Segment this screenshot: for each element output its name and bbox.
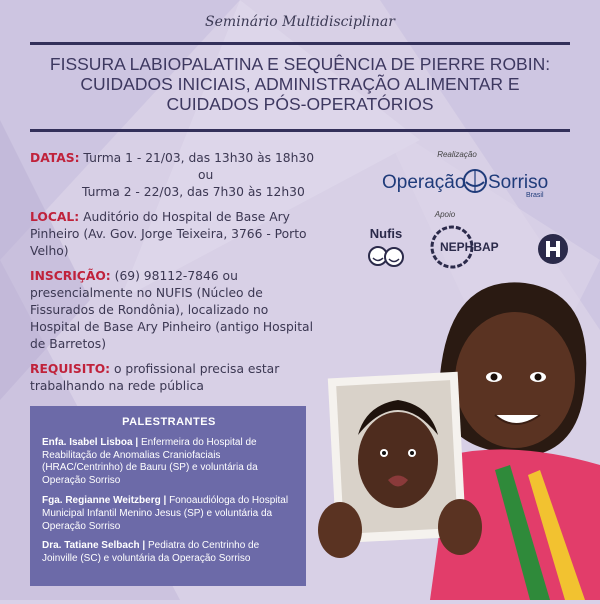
registration-label: INSCRIÇÃO: bbox=[30, 269, 111, 283]
realizacao-label: Realização bbox=[437, 150, 477, 159]
dates-turma1: Turma 1 - 21/03, das 13h30 às 18h30 bbox=[83, 151, 315, 165]
speakers-panel bbox=[30, 406, 306, 586]
speaker-name: Enfa. Isabel Lisboa | bbox=[42, 436, 139, 448]
location-block bbox=[30, 209, 320, 260]
hospital-logo-icon bbox=[537, 233, 569, 265]
seminar-subtitle: Seminário Multidisciplinar bbox=[205, 14, 395, 30]
title-line-2: CUIDADOS INICIAIS, ADMINISTRAÇÃO ALIMENTAR E bbox=[80, 74, 520, 94]
dates-or: ou bbox=[198, 168, 214, 182]
registration-block bbox=[30, 268, 320, 353]
speakers-heading: PALESTRANTES bbox=[122, 416, 216, 428]
operacao-logo-right-text: Sorriso bbox=[488, 172, 549, 193]
child-with-photo-image bbox=[300, 265, 600, 600]
dates-label: DATAS: bbox=[30, 151, 80, 165]
speaker-item bbox=[42, 540, 296, 566]
nufis-text: Nufis bbox=[369, 226, 403, 241]
speaker-item bbox=[42, 495, 296, 533]
registration-text: (69) 98112-7846 ou presencialmente no NUFIS (Núcleo de Fissurados de Rondônia), localizado no Hospital de Base Ary Pinheiro (antigo Hospital de Barretos) bbox=[30, 269, 313, 351]
speaker-name: Fga. Regianne Weitzberg | bbox=[42, 494, 167, 506]
speaker-name: Dra. Tatiane Selbach | bbox=[42, 540, 146, 552]
requirement-block bbox=[30, 361, 320, 395]
title-divider bbox=[30, 129, 570, 132]
event-info bbox=[30, 150, 320, 403]
operacao-sorriso-logo bbox=[378, 164, 553, 200]
nephbap-text: NEPHBAP bbox=[440, 240, 499, 254]
page-title bbox=[30, 54, 570, 114]
speaker-desc: Pediatra do Centrinho de Joinville (SC) e voluntária da Operação Sorriso bbox=[42, 540, 260, 565]
speaker-desc: Enfermeira do Hospital de Reabilitação de Anomalias Craniofaciais (HRAC/Centrinho) de Bauru (SP) e voluntária da Operação Sorriso bbox=[42, 436, 258, 487]
requirement-label: REQUISITO: bbox=[30, 362, 111, 376]
speaker-desc: Fonoaudióloga do Hospital Municipal Infantil Menino Jesus (SP) e voluntária da Operação Sorriso bbox=[42, 494, 289, 532]
title-line-1: FISSURA LABIOPALATINA E SEQUÊNCIA DE PIERRE ROBIN: bbox=[49, 54, 551, 74]
operacao-logo-sub: Brasil bbox=[526, 192, 544, 199]
requirement-text: o profissional precisa estar trabalhando na rede pública bbox=[30, 362, 280, 393]
dates-block bbox=[30, 150, 320, 201]
location-label: LOCAL: bbox=[30, 210, 80, 224]
top-divider bbox=[30, 42, 570, 45]
operacao-logo-left-text: Operação bbox=[382, 172, 466, 193]
dates-turma2: Turma 2 - 22/03, das 7h30 às 12h30 bbox=[82, 185, 305, 199]
title-line-3: CUIDADOS PÓS-OPERATÓRIOS bbox=[166, 94, 434, 114]
apoio-label: Apoio bbox=[434, 210, 456, 219]
location-text: Auditório do Hospital de Base Ary Pinheiro (Av. Gov. Jorge Teixeira, 3766 - Porto Velho) bbox=[30, 210, 307, 258]
speaker-item bbox=[42, 437, 296, 488]
